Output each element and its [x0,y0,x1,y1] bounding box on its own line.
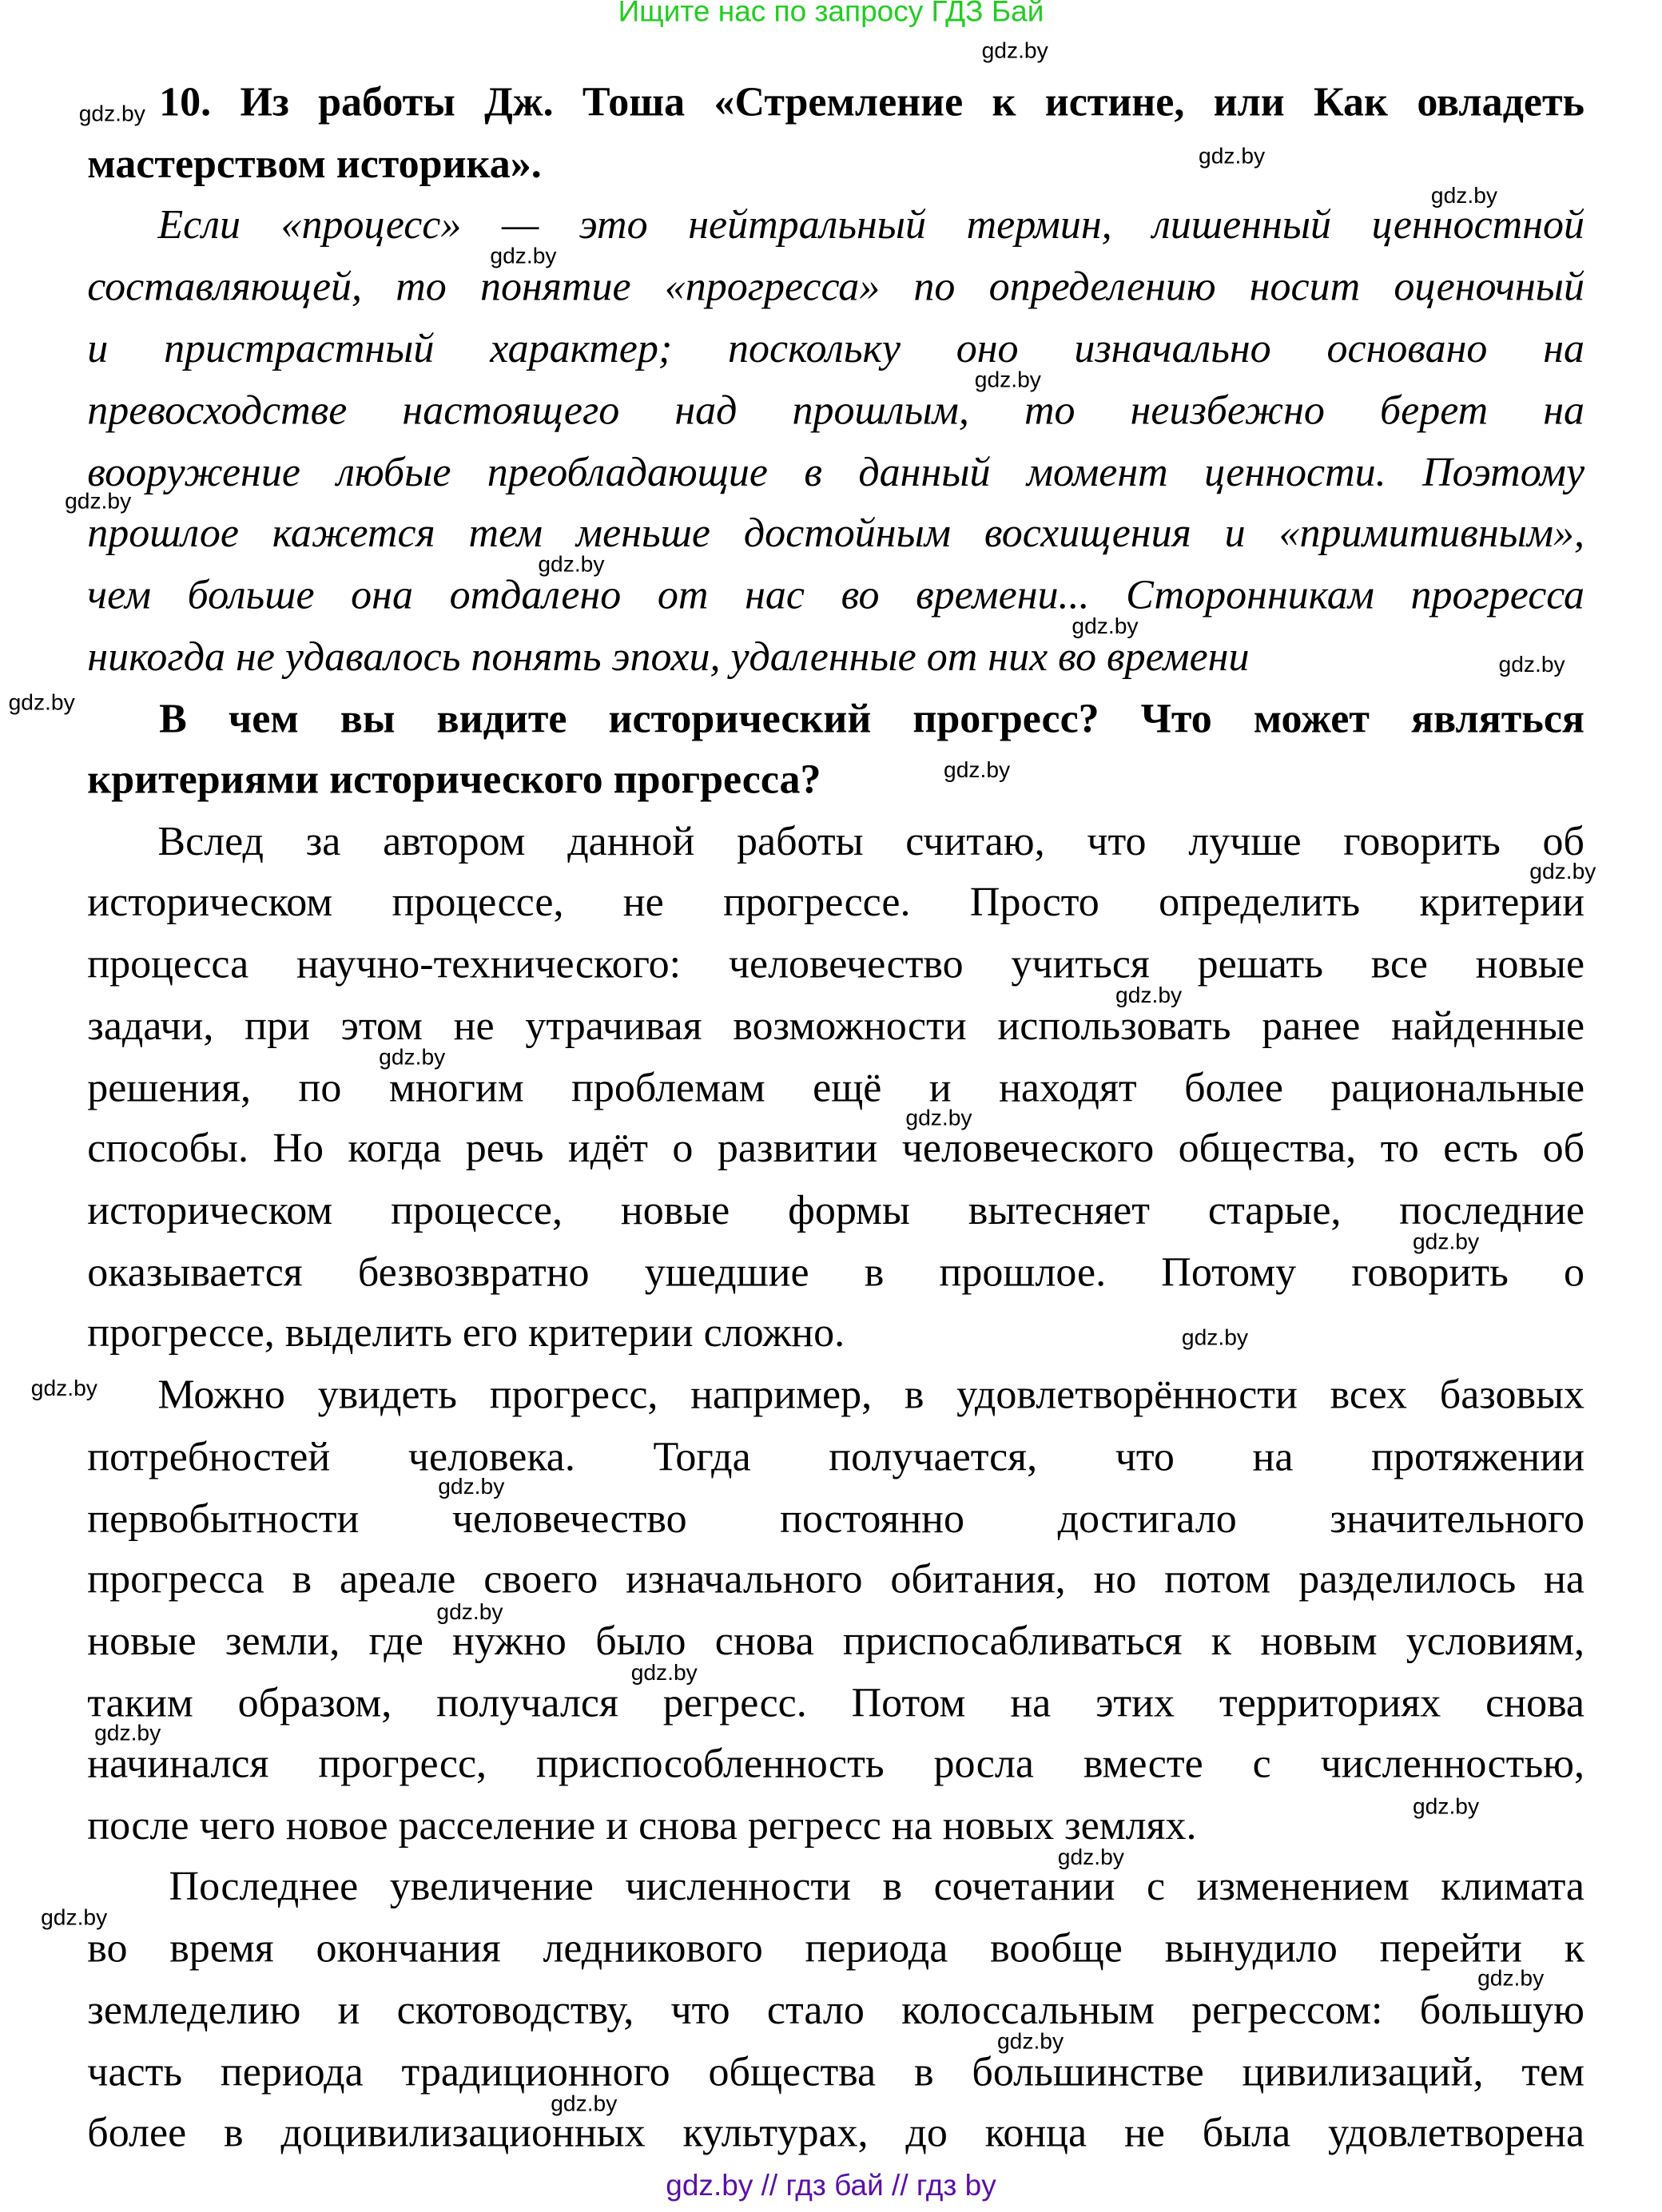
header-banner: Ищите нас по запросу ГДЗ Бай [618,0,1044,29]
task-title: 10. Из работы Дж. Тоша «Стремление к истине, или Как овладеть [159,80,1585,125]
answer-line: таким образом, получался регресс. Потом на этих территориях снова [87,1681,1585,1727]
watermark: gdz.by [1498,653,1565,677]
watermark: gdz.by [1477,1967,1545,1992]
watermark: gdz.by [1430,184,1497,208]
answer-line: Последнее увеличение численности в сочетании с изменением климата [169,1864,1585,1910]
watermark: gdz.by [1529,860,1596,884]
quote-line: составляющей, то понятие «прогресса» по определению носит оценочный [87,264,1585,310]
watermark: gdz.by [94,1722,161,1746]
footer-banner: gdz.by // гдз бай // гдз by [666,2170,996,2202]
quote-line: прошлое кажется тем меньше достойным восхищения и «примитивным», [87,510,1585,557]
task-title: мастерством историка». [87,142,542,188]
question: В чем вы видите исторический прогресс? Что может являться [159,697,1585,742]
watermark: gdz.by [438,1475,505,1500]
answer-line: часть периода традиционного общества в большинстве цивилизаций, тем [87,2050,1585,2095]
answer-line: историческом процессе, не прогрессе. Просто определить критерии [87,880,1585,926]
answer-line: земледелию и скотоводству, что стало колоссальным регрессом: большую [87,1988,1585,2034]
watermark: gdz.by [1072,615,1139,640]
quote-line: превосходстве настоящего над прошлым, то неизбежно берет на [87,388,1585,434]
answer-line: во время окончания ледникового периода вообще вынудило перейти к [87,1926,1585,1972]
watermark: gdz.by [905,1106,972,1131]
watermark: gdz.by [981,39,1048,64]
watermark: gdz.by [78,102,145,127]
answer-line: Можно увидеть прогресс, например, в удовлетворённости всех базовых [157,1372,1585,1419]
quote-line: вооружение любые преобладающие в данный момент ценности. Поэтому [87,451,1585,496]
answer-line: новые земли, где нужно было снова приспосабливаться к новым условиям, [87,1619,1585,1665]
watermark: gdz.by [436,1601,503,1626]
watermark: gdz.by [379,1046,446,1070]
watermark: gdz.by [1115,984,1183,1009]
question: критериями исторического прогресса? [87,757,821,803]
watermark: gdz.by [1057,1845,1124,1870]
watermark: gdz.by [1412,1230,1480,1255]
watermark: gdz.by [996,2030,1064,2055]
answer-line: прогрессе, выделить его критерии сложно. [87,1311,845,1356]
answer-line: историческом процессе, новые формы вытесняет старые, последние [87,1188,1585,1234]
answer-line: способы. Но когда речь идёт о развитии человеческого общества, то есть об [87,1126,1585,1172]
answer-line: Вслед за автором данной работы считаю, что лучше говорить об [157,819,1585,865]
watermark: gdz.by [65,490,132,514]
answer-line: прогресса в ареале своего изначального обитания, но потом разделилось на [87,1557,1585,1602]
watermark: gdz.by [1199,145,1266,169]
quote-line: никогда не удавалось понять эпохи, удаленные от них во времени [87,634,1250,681]
watermark: gdz.by [41,1906,108,1931]
watermark: gdz.by [8,691,75,716]
quote-line: Если «процесс» — это нейтральный термин, лишенный ценностной [157,202,1585,248]
quote-line: и пристрастный характер; поскольку оно изначально основано на [87,326,1585,372]
quote-line: чем больше она отдалено от нас во времени... Сторонникам прогресса [87,573,1585,618]
watermark: gdz.by [944,759,1011,784]
answer-line: после чего новое расселение и снова регресс на новых землях. [87,1804,1197,1849]
watermark: gdz.by [630,1661,698,1686]
answer-line: первобытности человечество постоянно достигало значительного [87,1496,1585,1543]
answer-line: начинался прогресс, приспособленность росла вместе с численностью, [87,1741,1585,1787]
watermark: gdz.by [30,1376,97,1401]
answer-line: процесса научно-технического: человечество учиться решать все новые [87,942,1585,987]
watermark: gdz.by [538,553,605,578]
answer-line: более в доцивилизационных культурах, до конца не была удовлетворена [87,2111,1585,2156]
watermark: gdz.by [1412,1795,1480,1820]
answer-line: потребностей человека. Тогда получается, что на протяжении [87,1435,1585,1480]
answer-line: решения, по многим проблемам ещё и находят более рациональные [87,1066,1585,1111]
watermark: gdz.by [1181,1326,1248,1351]
watermark: gdz.by [490,244,557,269]
watermark: gdz.by [551,2092,618,2117]
answer-line: оказывается безвозвратно ушедшие в прошлое. Потому говорить о [87,1250,1585,1296]
answer-line: задачи, при этом не утрачивая возможности использовать ранее найденные [87,1003,1585,1050]
watermark: gdz.by [974,368,1041,393]
